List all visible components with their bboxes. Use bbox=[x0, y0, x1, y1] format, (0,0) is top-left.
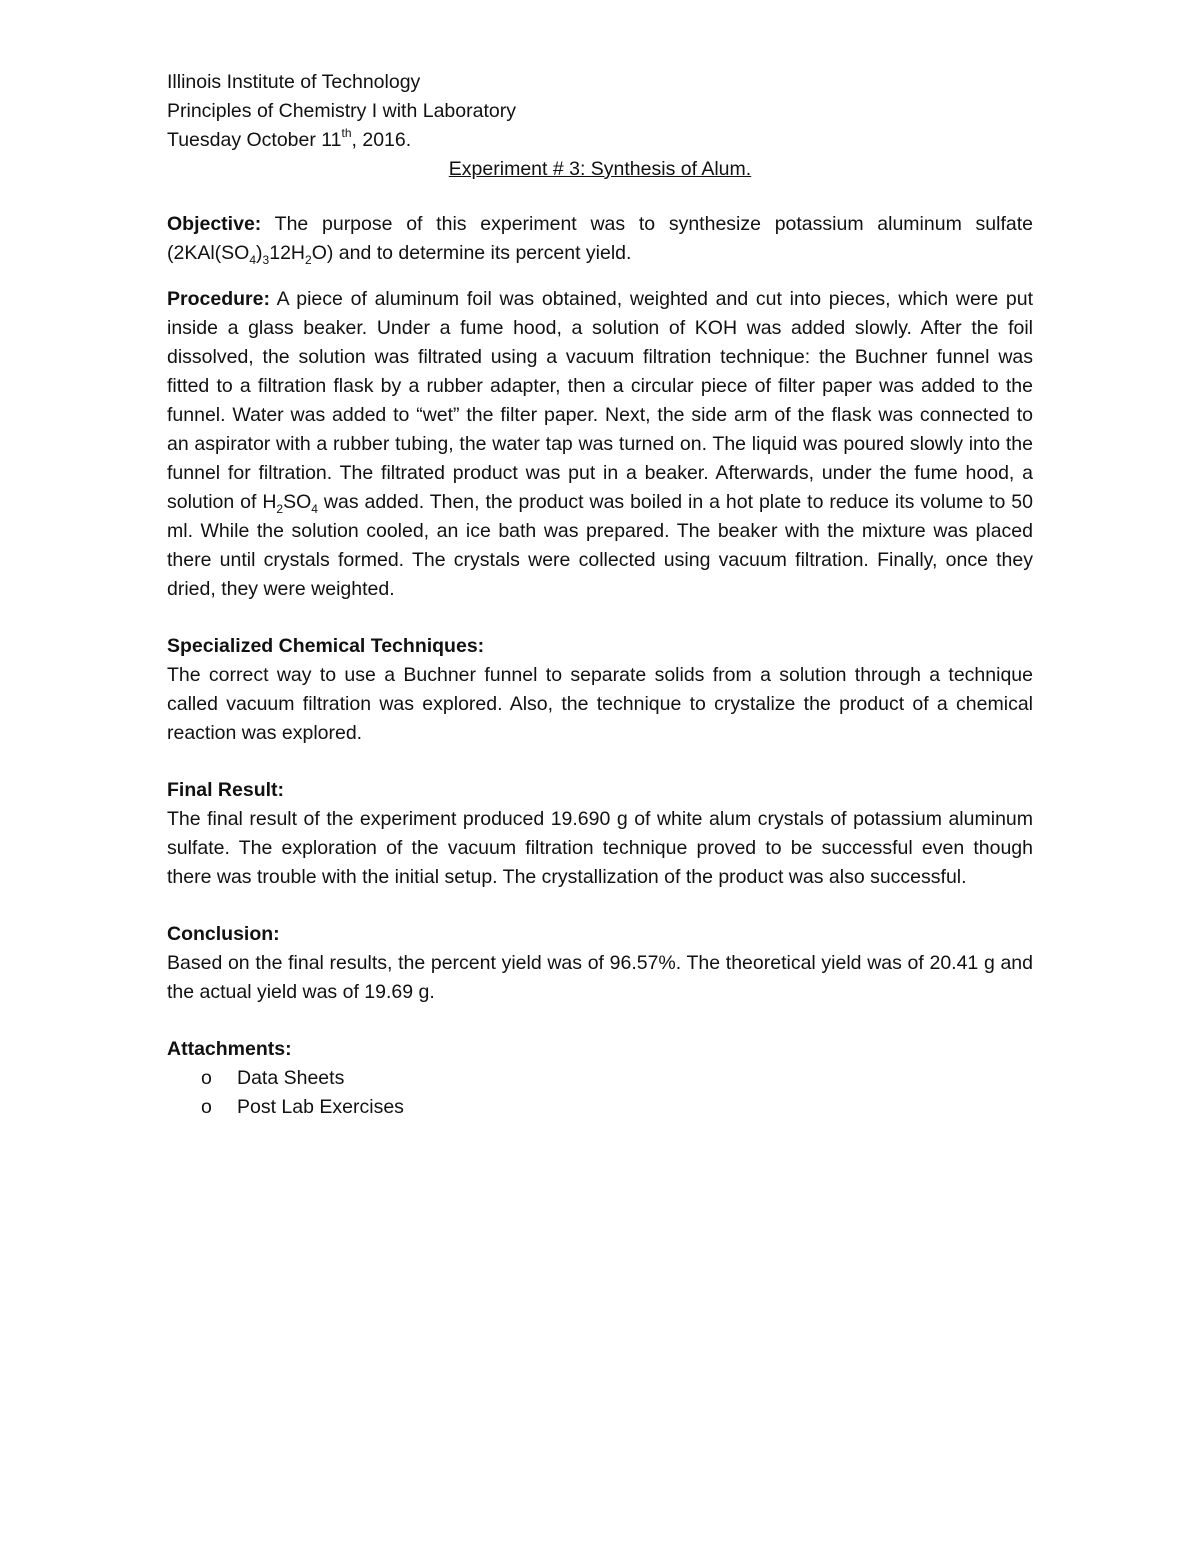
conclusion-text: Based on the final results, the percent yield was of 96.57%. The theoretical yield was of 20.41 g and the actual yield was of 19.69 g. bbox=[167, 952, 1033, 1003]
procedure-sub-1: 2 bbox=[276, 502, 284, 516]
course-name: Principles of Chemistry I with Laboratory bbox=[167, 100, 516, 122]
techniques-text: The correct way to use a Buchner funnel to separate solids from a solution through a technique called vacuum filtration was explored. Also, the technique to crystalize the product of a chemical reaction was explored. bbox=[167, 664, 1033, 744]
attachments-list bbox=[167, 1064, 1033, 1122]
procedure-label: Procedure: bbox=[167, 288, 270, 310]
objective-text-3: 12H bbox=[269, 242, 306, 264]
bullet-icon: o bbox=[201, 1096, 212, 1118]
report-date bbox=[167, 126, 1033, 155]
objective-sub-2: 3 bbox=[262, 253, 270, 267]
procedure-section bbox=[167, 285, 1033, 604]
bullet-icon: o bbox=[201, 1067, 212, 1089]
attachments-heading: Attachments: bbox=[167, 1038, 292, 1060]
final-result-heading: Final Result: bbox=[167, 779, 285, 801]
objective-label: Objective: bbox=[167, 213, 262, 235]
objective-sub-3: 2 bbox=[305, 253, 312, 267]
objective-text-1: The purpose of this experiment was to synthesize potassium aluminum sulfate (2KAl(SO bbox=[167, 213, 1033, 264]
attachment-label: Post Lab Exercises bbox=[237, 1096, 404, 1118]
objective-text-2: ) bbox=[256, 242, 263, 264]
date-superscript: th bbox=[341, 126, 352, 140]
date-prefix: Tuesday October 11 bbox=[167, 129, 342, 151]
procedure-text-3: was added. Then, the product was boiled in a hot plate to reduce its volume to 50 ml. While the solution cooled, an ice bath was prepared. The beaker with the mixture was placed there until crystals formed. The crystals were collected using vacuum filtration. Finally, once they dried, they were weighted. bbox=[167, 491, 1033, 600]
objective-sub-1: 4 bbox=[249, 253, 257, 267]
procedure-text-2: SO bbox=[283, 491, 312, 513]
document-page bbox=[167, 68, 1033, 1122]
attachment-label: Data Sheets bbox=[237, 1067, 345, 1089]
list-item bbox=[167, 1064, 1033, 1093]
experiment-title: Experiment # 3: Synthesis of Alum. bbox=[448, 158, 752, 180]
final-result-text: The final result of the experiment produced 19.690 g of white alum crystals of potassium aluminum sulfate. The exploration of the vacuum filtration technique proved to be successful even though there was trouble with the initial setup. The crystallization of the product was also successful. bbox=[167, 808, 1033, 888]
list-item bbox=[167, 1093, 1033, 1122]
date-suffix: , 2016. bbox=[351, 129, 412, 151]
procedure-sub-2: 4 bbox=[311, 502, 318, 516]
conclusion-heading: Conclusion: bbox=[167, 923, 280, 945]
objective-section bbox=[167, 210, 1033, 268]
objective-text-4: O) and to determine its percent yield. bbox=[311, 242, 632, 264]
institution-name: Illinois Institute of Technology bbox=[167, 71, 421, 93]
procedure-text-1: A piece of aluminum foil was obtained, weighted and cut into pieces, which were put inside a glass beaker. Under a fume hood, a solution of KOH was added slowly. After the foil dissolved, the solution was filtrated using a vacuum filtration technique: the Buchner funnel was fitted to a filtration flask by a rubber adapter, then a circular piece of filter paper was added to the funnel. Water was added to “wet” the filter paper. Next, the side arm of the flask was connected to an aspirator with a rubber tubing, the water tap was turned on. The liquid was poured slowly into the funnel for filtration. The filtrated product was put in a beaker. Afterwards, under the fume hood, a solution of H bbox=[167, 288, 1033, 513]
techniques-heading: Specialized Chemical Techniques: bbox=[167, 635, 485, 657]
